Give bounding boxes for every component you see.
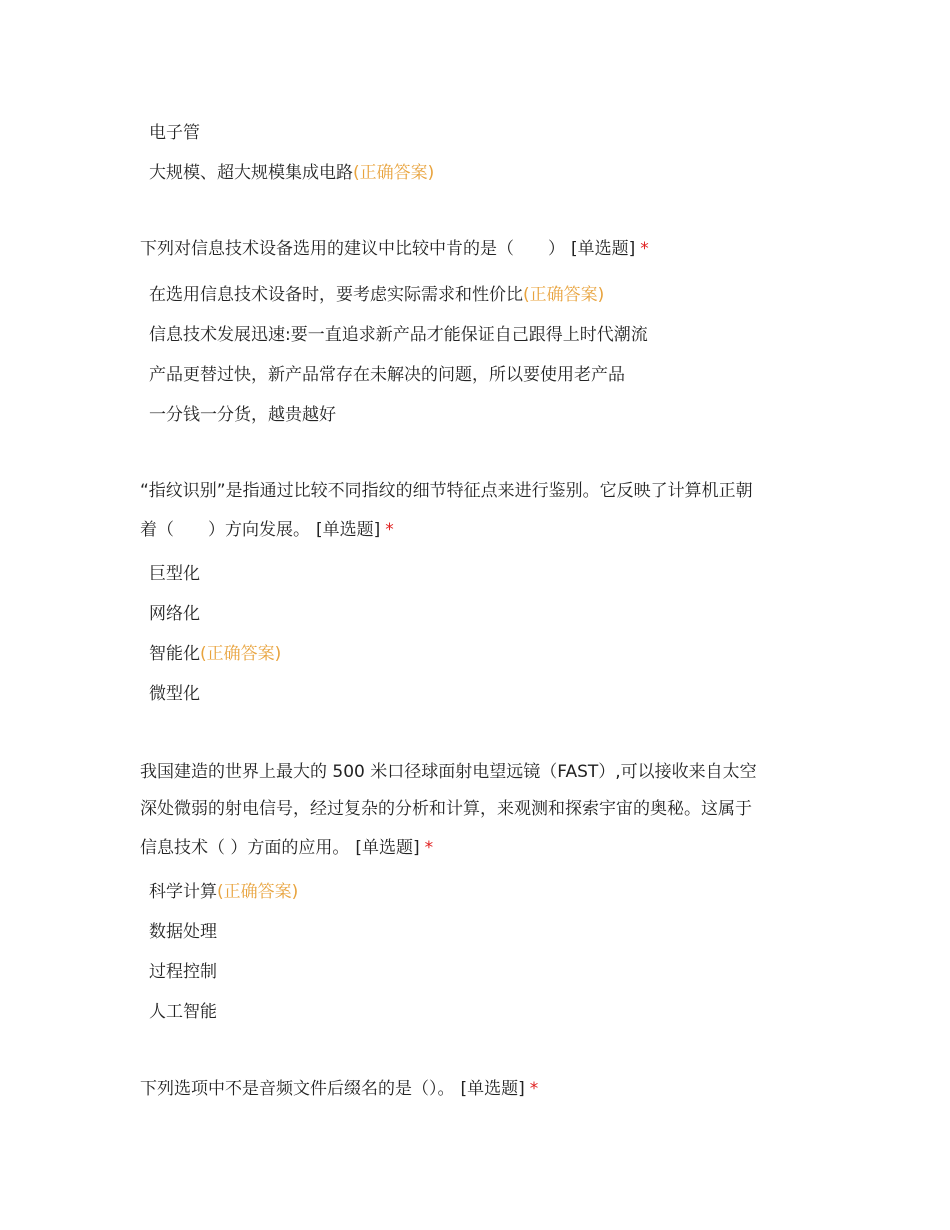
option-text: 科学计算	[149, 882, 217, 902]
required-mark: *	[385, 520, 394, 540]
question-title	[140, 479, 753, 503]
question-text: 下列选项中不是音频文件后缀名的是（）。	[140, 1079, 455, 1099]
required-mark: *	[424, 838, 434, 858]
correct-answer-marker: (正确答案)	[523, 285, 605, 305]
option-text: 网络化	[149, 604, 200, 624]
question-title	[140, 237, 649, 261]
option-text: 数据处理	[149, 922, 217, 942]
option	[149, 920, 217, 944]
option-text: 微型化	[149, 684, 200, 704]
option	[149, 642, 281, 666]
question-text: 我国建造的世界上最大的 500 米口径球面射电望远镜（FAST）,可以接收来自太空	[140, 762, 757, 782]
option	[149, 403, 336, 427]
option	[149, 1000, 217, 1024]
option	[149, 562, 200, 586]
correct-answer-marker: (正确答案)	[217, 882, 299, 902]
option	[149, 283, 604, 307]
question-type: [单选题]	[316, 520, 381, 540]
question-type: [单选题]	[571, 239, 636, 259]
required-mark: *	[529, 1079, 539, 1099]
question-title	[140, 518, 394, 542]
question-type: [单选题]	[355, 838, 420, 858]
option-text: 产品更替过快，新产品常存在未解决的问题，所以要使用老产品	[149, 365, 625, 385]
question-text: 深处微弱的射电信号，经过复杂的分析和计算，来观测和探索宇宙的奥秘。这属于	[140, 799, 752, 819]
question-title	[140, 836, 433, 860]
question-title	[140, 797, 752, 821]
correct-answer-marker: (正确答案)	[353, 163, 435, 183]
question-title	[140, 1077, 538, 1101]
option	[149, 363, 625, 387]
required-mark: *	[640, 239, 649, 259]
question-text: 信息技术（ ）方面的应用。	[140, 838, 350, 858]
option-text: 一分钱一分货，越贵越好	[149, 405, 336, 425]
option-text: 巨型化	[149, 564, 200, 584]
option	[149, 602, 200, 626]
option	[149, 960, 217, 984]
question-text: “指纹识别”是指通过比较不同指纹的细节特征点来进行鉴别。它反映了计算机正朝	[140, 481, 753, 501]
option-text: 过程控制	[149, 962, 217, 982]
question-title	[140, 760, 757, 784]
option	[149, 682, 200, 706]
option-text: 大规模、超大规模集成电路	[149, 163, 353, 183]
question-type: [单选题]	[460, 1079, 525, 1099]
option	[149, 880, 298, 904]
option	[149, 121, 200, 145]
option	[149, 323, 648, 347]
option-text: 智能化	[149, 644, 200, 664]
option	[149, 161, 434, 185]
correct-answer-marker: (正确答案)	[200, 644, 282, 664]
option-text: 人工智能	[149, 1002, 217, 1022]
question-text: 下列对信息技术设备选用的建议中比较中肯的是（ ）	[140, 239, 565, 259]
option-text: 电子管	[149, 123, 200, 143]
option-text: 信息技术发展迅速:要一直追求新产品才能保证自己跟得上时代潮流	[149, 325, 648, 345]
question-text: 着（ ）方向发展。	[140, 520, 310, 540]
option-text: 在选用信息技术设备时，要考虑实际需求和性价比	[149, 285, 523, 305]
